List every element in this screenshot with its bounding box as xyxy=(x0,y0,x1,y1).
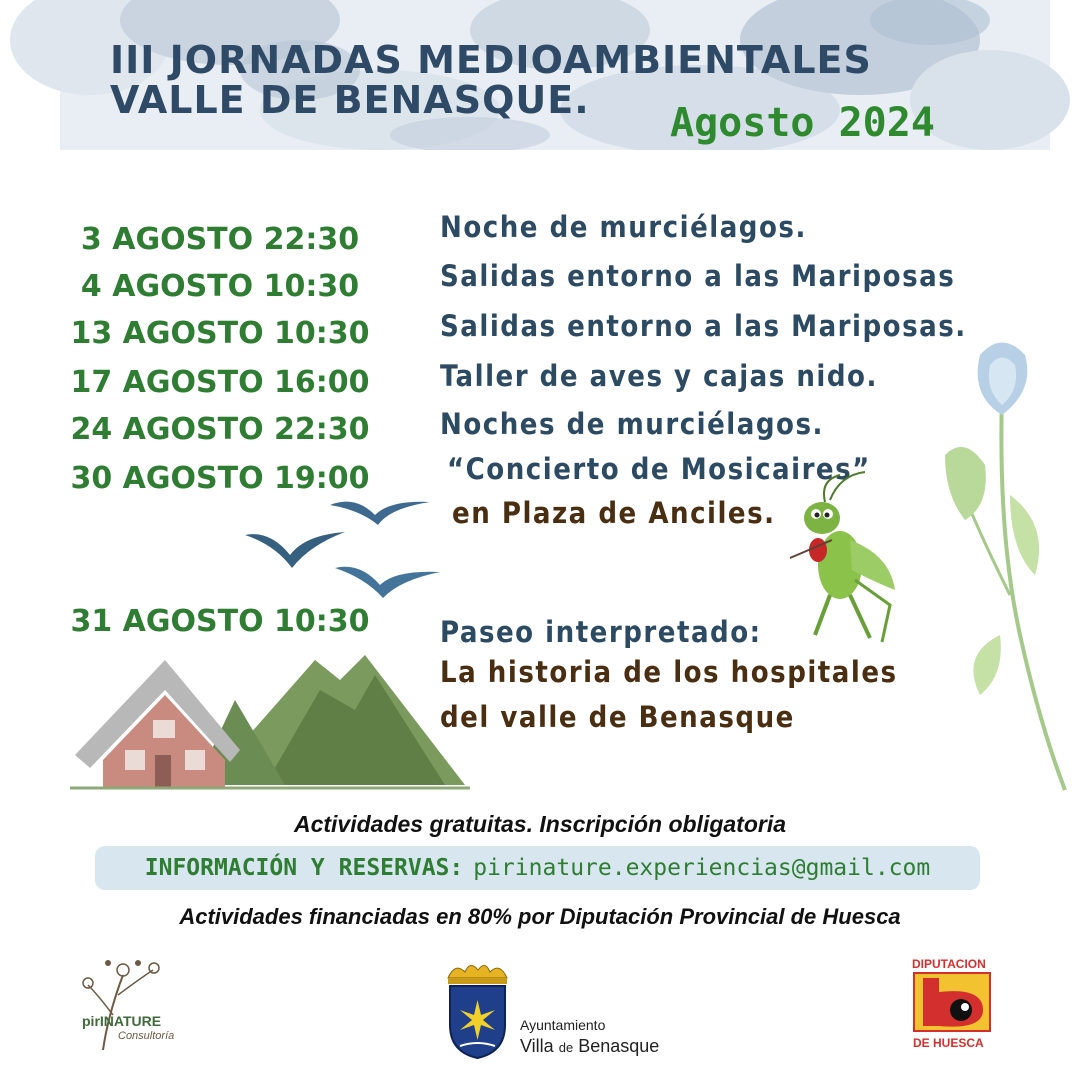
schedule-activity-3: Salidas entorno a las Mariposas. xyxy=(440,309,967,343)
schedule-date-2: 4 AGOSTO 10:30 xyxy=(80,269,360,304)
schedule-activity-7: Paseo interpretado: xyxy=(440,615,762,649)
event-month: Agosto 2024 xyxy=(670,100,935,146)
schedule-activity-6: “Concierto de Mosicaires” xyxy=(447,452,871,486)
schedule-date-4: 17 AGOSTO 16:00 xyxy=(70,365,370,400)
funding-note: Actividades financiadas en 80% por Diputación Provincial de Huesca xyxy=(179,904,901,929)
schedule-activity-2: Salidas entorno a las Mariposas xyxy=(440,259,956,293)
schedule-activity-6-line2: en Plaza de Anciles. xyxy=(452,496,776,530)
de-word: de xyxy=(558,1040,574,1055)
info-label: INFORMACIÓN Y RESERVAS: xyxy=(144,855,464,881)
flower-stem-illustration xyxy=(940,335,1070,795)
villa-word: Villa xyxy=(520,1036,554,1056)
pirinature-name: pirINATURE xyxy=(82,1013,162,1029)
schedule-activity-7-line2: La historia de los hospitales xyxy=(440,655,898,689)
info-reservations-box xyxy=(95,846,980,890)
schedule-activity-4: Taller de aves y cajas nido. xyxy=(440,359,878,393)
birds-illustration xyxy=(240,490,455,605)
page-title-line1: III JORNADAS MEDIOAMBIENTALES xyxy=(110,38,872,82)
benasque-coat-of-arms xyxy=(440,960,515,1060)
free-activities-note: Actividades gratuitas. Inscripción obligatoria xyxy=(293,811,787,837)
ayuntamiento-label: Ayuntamiento xyxy=(520,1017,606,1033)
dph-bottom-label: DE HUESCA xyxy=(913,1036,984,1050)
schedule-activity-1: Noche de murciélagos. xyxy=(440,210,807,244)
info-email-link[interactable]: pirinature.experiencias@gmail.com xyxy=(473,855,931,881)
schedule-date-6: 30 AGOSTO 19:00 xyxy=(70,461,370,496)
dph-top-label: DIPUTACION xyxy=(912,957,986,971)
benasque-word: Benasque xyxy=(578,1036,660,1056)
schedule-activity-5: Noches de murciélagos. xyxy=(440,407,824,441)
diputacion-huesca-logo xyxy=(913,972,991,1032)
cricket-violin-illustration xyxy=(770,470,900,645)
schedule-date-7: 31 AGOSTO 10:30 xyxy=(70,604,370,639)
schedule-date-3: 13 AGOSTO 10:30 xyxy=(70,316,370,351)
pirinature-subtitle: Consultoría xyxy=(118,1030,175,1042)
schedule-date-1: 3 AGOSTO 22:30 xyxy=(80,222,360,257)
page-title-line2: VALLE DE BENASQUE. xyxy=(110,78,590,122)
schedule-activity-7-line3: del valle de Benasque xyxy=(440,700,795,734)
villa-benasque-label xyxy=(520,1036,659,1057)
schedule-date-5: 24 AGOSTO 22:30 xyxy=(70,412,370,447)
cabin-mountain-illustration xyxy=(65,650,475,790)
